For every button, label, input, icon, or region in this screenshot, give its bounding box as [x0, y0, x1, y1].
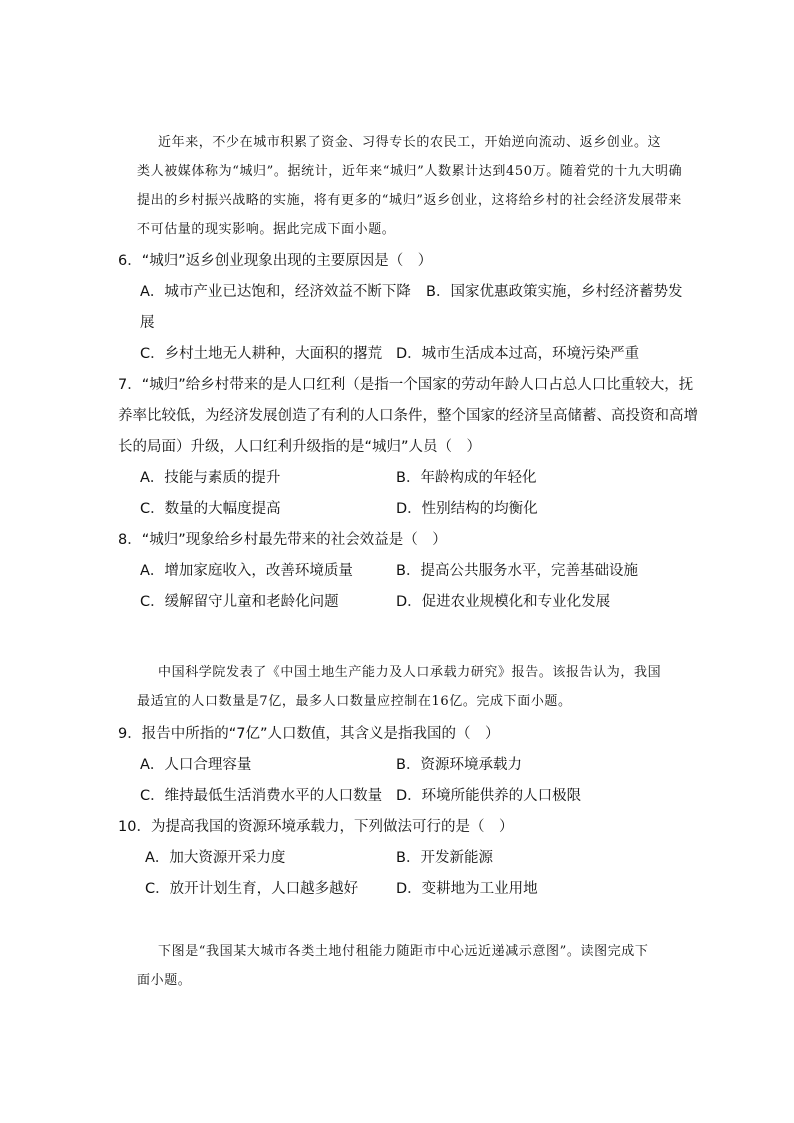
- question-7-option-a: A．技能与素质的提升: [140, 470, 281, 486]
- question-7-stem-line-2: 养率比较低，为经济发展创造了有利的人口条件，整个国家的经济呈高储蓄、高投资和高增: [118, 408, 698, 424]
- question-7-stem-line-3: 长的局面）升级，人口红利升级指的是“城归”人员（ ）: [118, 439, 482, 455]
- question-8-option-a: A．增加家庭收入，改善环境质量: [140, 563, 353, 579]
- question-7-option-b: B．年龄构成的年轻化: [396, 470, 537, 486]
- question-10-option-c: C．放开计划生育，人口越多越好: [145, 881, 359, 897]
- question-10-option-d: D．变耕地为工业用地: [396, 881, 538, 897]
- passage-2-line-2: 最适宜的人口数量是7亿，最多人口数量应控制在16亿。完成下面小题。: [137, 694, 572, 709]
- question-9-option-d: D．环境所能供养的人口极限: [396, 788, 582, 804]
- question-6-option-b: B．国家优惠政策实施，乡村经济蓄势发: [426, 284, 683, 300]
- question-10-stem: 10．为提高我国的资源环境承载力，下列做法可行的是（ ）: [118, 819, 514, 835]
- question-7-option-c: C．数量的大幅度提高: [140, 501, 281, 517]
- question-8-option-b: B．提高公共服务水平，完善基础设施: [396, 563, 638, 579]
- question-10-option-b: B．开发新能源: [396, 850, 493, 866]
- question-9-stem: 9．报告中所指的“7亿”人口数值，其含义是指我国的（ ）: [118, 726, 500, 742]
- passage-3-line-2: 面小题。: [137, 973, 192, 988]
- passage-1-line-1: 近年来，不少在城市积累了资金、习得专长的农民工，开始逆向流动、返乡创业。这: [158, 135, 662, 150]
- passage-3-line-1: 下图是“我国某大城市各类土地付租能力随距市中心远近递减示意图”。读图完成下: [158, 944, 649, 959]
- question-6-option-b-continued: 展: [140, 315, 155, 331]
- question-6-option-d: D．城市生活成本过高，环境污染严重: [396, 346, 640, 362]
- question-6-option-a: A．城市产业已达饱和，经济效益不断下降: [140, 284, 411, 300]
- passage-1-line-4: 不可估量的现实影响。据此完成下面小题。: [137, 222, 396, 237]
- question-6-option-c: C．乡村土地无人耕种，大面积的撂荒: [140, 346, 383, 362]
- question-8-option-c: C．缓解留守儿童和老龄化问题: [140, 594, 339, 610]
- question-7-option-d: D．性别结构的均衡化: [396, 501, 538, 517]
- question-7-stem-line-1: 7．“城归”给乡村带来的是人口红利（是指一个国家的劳动年龄人口占总人口比重较大，抚: [118, 377, 694, 393]
- question-6-stem: 6．“城归”返乡创业现象出现的主要原因是（ ）: [118, 253, 433, 269]
- question-8-option-d: D．促进农业规模化和专业化发展: [396, 594, 611, 610]
- passage-2-line-1: 中国科学院发表了《中国土地生产能力及人口承载力研究》报告。该报告认为，我国: [158, 665, 662, 680]
- question-10-option-a: A．加大资源开采力度: [145, 850, 286, 866]
- question-9-option-a: A．人口合理容量: [140, 757, 252, 773]
- question-9-option-b: B．资源环境承载力: [396, 757, 522, 773]
- question-9-option-c: C．维持最低生活消费水平的人口数量: [140, 788, 383, 804]
- question-8-stem: 8．“城归”现象给乡村最先带来的社会效益是（ ）: [118, 532, 447, 548]
- passage-1-line-3: 提出的乡村振兴战略的实施，将有更多的“城归”返乡创业，这将给乡村的社会经济发展带来: [137, 193, 682, 208]
- passage-1-line-2: 类人被媒体称为“城归”。据统计，近年来“城归”人数累计达到450万。随着党的十九大明确: [137, 164, 683, 179]
